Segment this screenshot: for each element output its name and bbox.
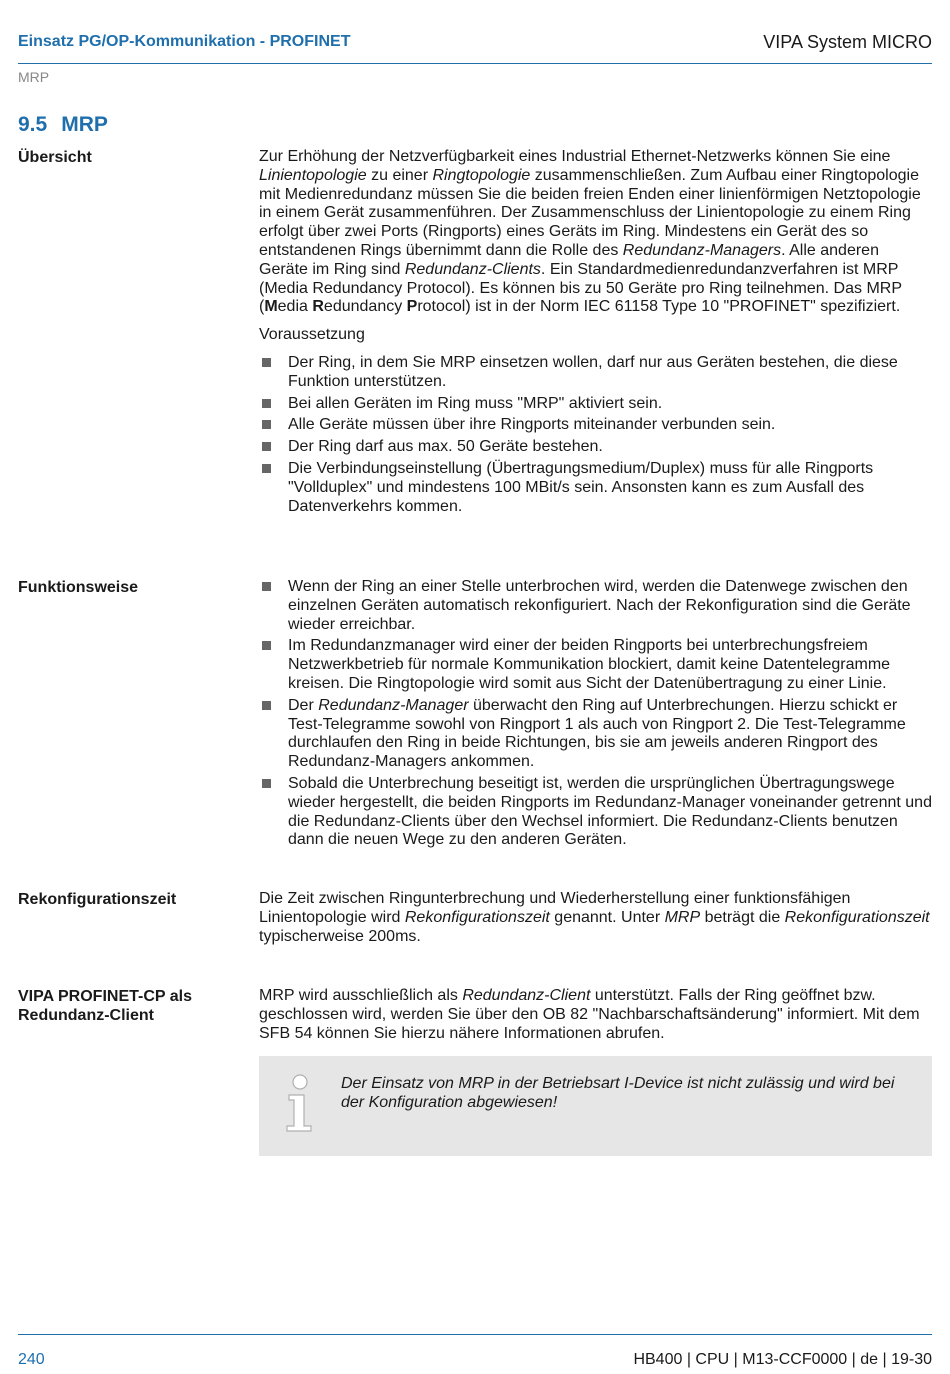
- note-text: Der Einsatz von MRP in der Betriebsart I-Device ist nicht zulässig und wird bei der Konfiguration abgewiesen!: [341, 1075, 895, 1111]
- info-icon: [283, 1074, 317, 1134]
- label-redundanz-client: VIPA PROFINET-CP als Redundanz-Client: [18, 988, 192, 1024]
- footer-divider: [18, 1334, 932, 1335]
- header-chapter: Einsatz PG/OP-Kommunikation - PROFINET: [18, 33, 351, 50]
- page-number: 240: [18, 1351, 45, 1368]
- header-divider: [18, 63, 932, 64]
- section-title: [18, 113, 108, 137]
- label-rekonfigurationszeit: Rekonfigurationszeit: [18, 891, 177, 908]
- rekonfig-paragraph: Die Zeit zwischen Ringunterbrechung und Wiederherstellung einer funktionsfähigen Linientopologie wird Rekonfigurationszeit genannt. Unter MRP beträgt die Rekonfigurationszeit typischerweise 200ms.: [259, 890, 930, 945]
- list-item: Im Redundanzmanager wird einer der beiden Ringports bei unterbrechungsfreiem Netzwerkbetrieb für normale Kommunikation blockiert, damit keine Datentelegramme kreisen. Die Ringtopologie wird somit aus Sicht der Datenübertragung zu einer Linie.: [259, 637, 932, 693]
- header-product: VIPA System MICRO: [763, 32, 932, 52]
- list-item: Sobald die Unterbrechung beseitigt ist, werden die ursprünglichen Übertragungswege wieder hergestellt, die beiden Ringports im Redundanz-Manager voneinander getrennt und die Redundanz-Clients über den Wechsel informiert. Die Redundanz-Clients benutzen dann die neuen Wege zu den anderen Geräten.: [259, 775, 932, 850]
- uebersicht-paragraph: Zur Erhöhung der Netzverfügbarkeit eines Industrial Ethernet-Netzwerks können Sie eine Linientopologie zu einer Ringtopologie zusammenschließen. Zum Aufbau einer Ringtopologie mit Medienredundanz müssen Sie die beiden freien Enden einer linienförmigen Netztopologie in einem Gerät zusammenführen. Der Zusammenschluss der Linientopologie zu einem Ring erfolgt über zwei Ports (Ringports) eines Geräts im Ring. Mindestens ein Gerät des so entstandenen Rings übernimmt dann die Rolle des Redundanz-Managers. Alle anderen Geräte im Ring sind Redundanz-Clients. Ein Standardmedienredundanzverfahren ist MRP (Media Redundancy Protocol). Es können bis zu 50 Geräte pro Ring teilnehmen. Das MRP (Media Redundancy Protocol) ist in der Norm IEC 61158 Type 10 "PROFINET" spezifiziert.: [259, 148, 921, 316]
- list-item: Der Ring, in dem Sie MRP einsetzen wollen, darf nur aus Geräten bestehen, die diese Funktion unterstützen.: [259, 354, 932, 392]
- document-id: HB400 | CPU | M13-CCF0000 | de | 19-30: [633, 1351, 932, 1368]
- label-funktionsweise: Funktionsweise: [18, 579, 139, 596]
- list-item: Der Redundanz-Manager überwacht den Ring auf Unterbrechungen. Hierzu schickt er Test-Telegramme sowohl von Ringport 1 als auch von Ringport 2. Die Test-Telegramme durchlaufen den Ring in beide Richtungen, bis sie am jeweils anderen Ringport des Redundanz-Managers ankommen.: [259, 697, 932, 772]
- list-item: Bei allen Geräten im Ring muss "MRP" aktiviert sein.: [259, 395, 932, 414]
- section-number: 9.5: [18, 113, 48, 136]
- list-item: Die Verbindungseinstellung (Übertragungsmedium/Duplex) muss für alle Ringports "Vollduplex" und mindestens 100 MBit/s sein. Ansonsten kann es zum Ausfall des Datenverkehrs kommen.: [259, 460, 932, 516]
- client-body: [259, 987, 932, 1043]
- funktionsweise-body: [259, 578, 932, 853]
- uebersicht-body: [259, 148, 932, 519]
- info-note: [259, 1056, 932, 1156]
- rekonfig-body: [259, 890, 932, 946]
- section-name: MRP: [61, 113, 108, 136]
- header-subsection: MRP: [18, 69, 50, 85]
- client-paragraph: MRP wird ausschließlich als Redundanz-Client unterstützt. Falls der Ring geöffnet bzw. geschlossen wird, werden Sie über den OB 82 "Nachbarschaftsänderung" informiert. Mit dem SFB 54 können Sie hierzu nähere Informationen abrufen.: [259, 987, 920, 1042]
- funktionsweise-list: [259, 578, 932, 850]
- list-item: Alle Geräte müssen über ihre Ringports miteinander verbunden sein.: [259, 416, 932, 435]
- prereq-list: [259, 354, 932, 516]
- list-item: Der Ring darf aus max. 50 Geräte bestehen.: [259, 438, 932, 457]
- label-uebersicht: Übersicht: [18, 149, 92, 166]
- list-item: Wenn der Ring an einer Stelle unterbrochen wird, werden die Datenwege zwischen den einzelnen Geräten automatisch rekonfiguriert. Nach der Rekonfiguration sind die Geräte wieder erreichbar.: [259, 578, 932, 634]
- prereq-title: Voraussetzung: [259, 326, 365, 344]
